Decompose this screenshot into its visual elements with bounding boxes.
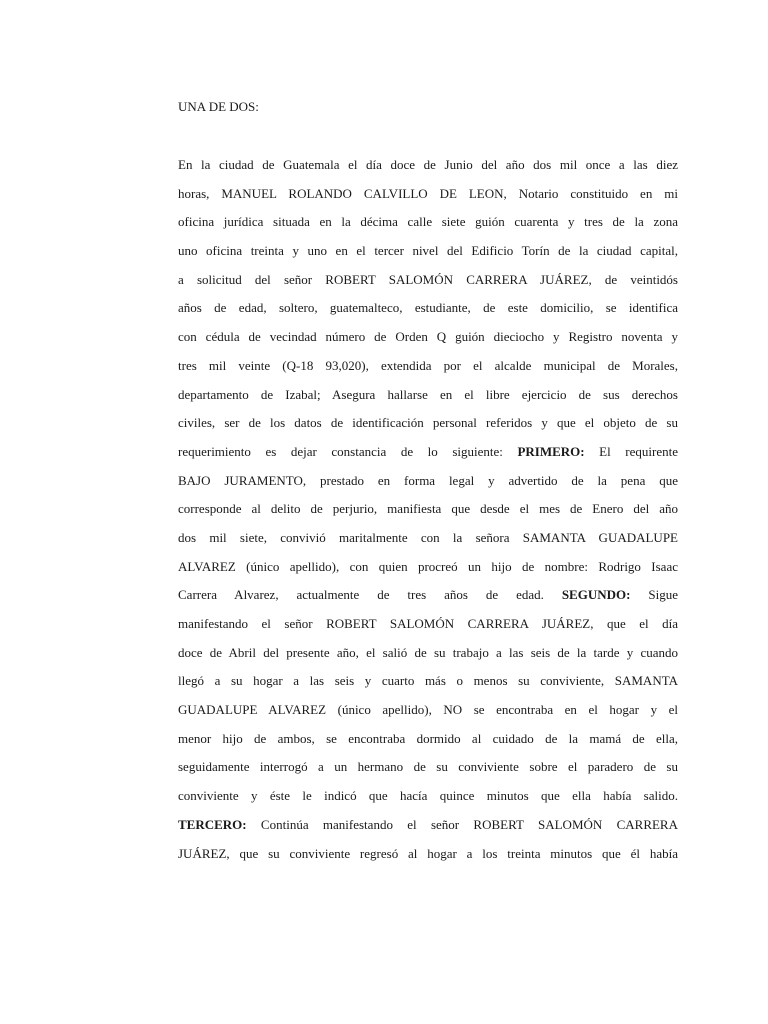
line-text: con cédula de vecindad número de Orden Q guión dieciocho y Registro noventa y bbox=[178, 329, 678, 345]
line-text: conviviente y éste le indicó que hacía quince minutos que ella había salido. bbox=[178, 788, 678, 804]
line-text: ALVAREZ (único apellido), con quien procreó un hijo de nombre: Rodrigo Isaac bbox=[178, 558, 678, 574]
line-text: doce de Abril del presente año, el salió de su trabajo a las seis de la tarde y cuando bbox=[178, 644, 678, 660]
text-line bbox=[178, 753, 678, 782]
line-text: Continúa manifestando el señor ROBERT SALOMÓN CARRERA bbox=[246, 816, 678, 832]
text-line bbox=[178, 151, 678, 180]
line-text: a solicitud del señor ROBERT SALOMÓN CARRERA JUÁREZ, de veintidós bbox=[178, 271, 678, 287]
line-text: tres mil veinte (Q-18 93,020), extendida por el alcalde municipal de Morales, bbox=[178, 357, 678, 373]
text-line bbox=[178, 467, 678, 496]
text-line bbox=[178, 725, 678, 754]
text-line bbox=[178, 667, 678, 696]
text-line bbox=[178, 266, 678, 295]
line-text: horas, MANUEL ROLANDO CALVILLO DE LEON, Notario constituido en mi bbox=[178, 185, 678, 201]
text-line bbox=[178, 840, 678, 869]
text-line bbox=[178, 553, 678, 582]
document-heading: UNA DE DOS: bbox=[178, 99, 259, 114]
line-text: Sigue bbox=[630, 587, 678, 603]
text-line bbox=[178, 352, 678, 381]
text-line bbox=[178, 180, 678, 209]
bold-clause-label: SEGUNDO: bbox=[561, 587, 631, 603]
line-text: uno oficina treinta y uno en el tercer nivel del Edificio Torín de la ciudad capital, bbox=[178, 243, 678, 259]
document-body bbox=[178, 151, 678, 868]
line-text: BAJO JURAMENTO, prestado en forma legal y advertido de la pena que bbox=[178, 472, 678, 488]
text-line bbox=[178, 495, 678, 524]
line-text: corresponde al delito de perjurio, manifiesta que desde el mes de Enero del año bbox=[178, 501, 678, 517]
line-text: GUADALUPE ALVAREZ (único apellido), NO se encontraba en el hogar y el bbox=[178, 702, 678, 718]
line-text: dos mil siete, convivió maritalmente con la señora SAMANTA GUADALUPE bbox=[178, 529, 678, 545]
text-line bbox=[178, 639, 678, 668]
line-text: JUÁREZ, que su conviviente regresó al hogar a los treinta minutos que él había bbox=[178, 845, 678, 861]
line-text: manifestando el señor ROBERT SALOMÓN CARRERA JUÁREZ, que el día bbox=[178, 616, 678, 631]
bold-clause-label: PRIMERO: bbox=[517, 443, 585, 459]
text-line bbox=[178, 610, 678, 639]
text-line bbox=[178, 524, 678, 553]
text-line bbox=[178, 237, 678, 266]
text-line bbox=[178, 323, 678, 352]
line-text: años de edad, soltero, guatemalteco, estudiante, de este domicilio, se identifica bbox=[178, 300, 678, 316]
text-line bbox=[178, 381, 678, 410]
line-text: requerimiento es dejar constancia de lo siguiente: bbox=[178, 443, 518, 459]
line-text: menor hijo de ambos, se encontraba dormido al cuidado de la mamá de ella, bbox=[178, 730, 678, 746]
line-text: llegó a su hogar a las seis y cuarto más o menos su conviviente, SAMANTA bbox=[178, 673, 678, 689]
text-line bbox=[178, 409, 678, 438]
text-line bbox=[178, 811, 678, 840]
line-text: El requirente bbox=[584, 443, 678, 459]
text-line bbox=[178, 438, 678, 467]
text-line bbox=[178, 581, 678, 610]
line-text: departamento de Izabal; Asegura hallarse en el libre ejercicio de sus derechos bbox=[178, 386, 678, 402]
line-text: civiles, ser de los datos de identificación personal referidos y que el objeto de su bbox=[178, 415, 678, 431]
line-text: En la ciudad de Guatemala el día doce de Junio del año dos mil once a las diez bbox=[178, 157, 678, 172]
line-text: seguidamente interrogó a un hermano de su conviviente sobre el paradero de su bbox=[178, 759, 678, 775]
text-line bbox=[178, 294, 678, 323]
line-text: Carrera Alvarez, actualmente de tres años de edad. bbox=[178, 587, 562, 603]
text-line bbox=[178, 696, 678, 725]
text-line bbox=[178, 782, 678, 811]
line-text: oficina jurídica situada en la décima calle siete guión cuarenta y tres de la zona bbox=[178, 214, 678, 230]
text-line bbox=[178, 208, 678, 237]
bold-clause-label: TERCERO: bbox=[178, 816, 247, 832]
